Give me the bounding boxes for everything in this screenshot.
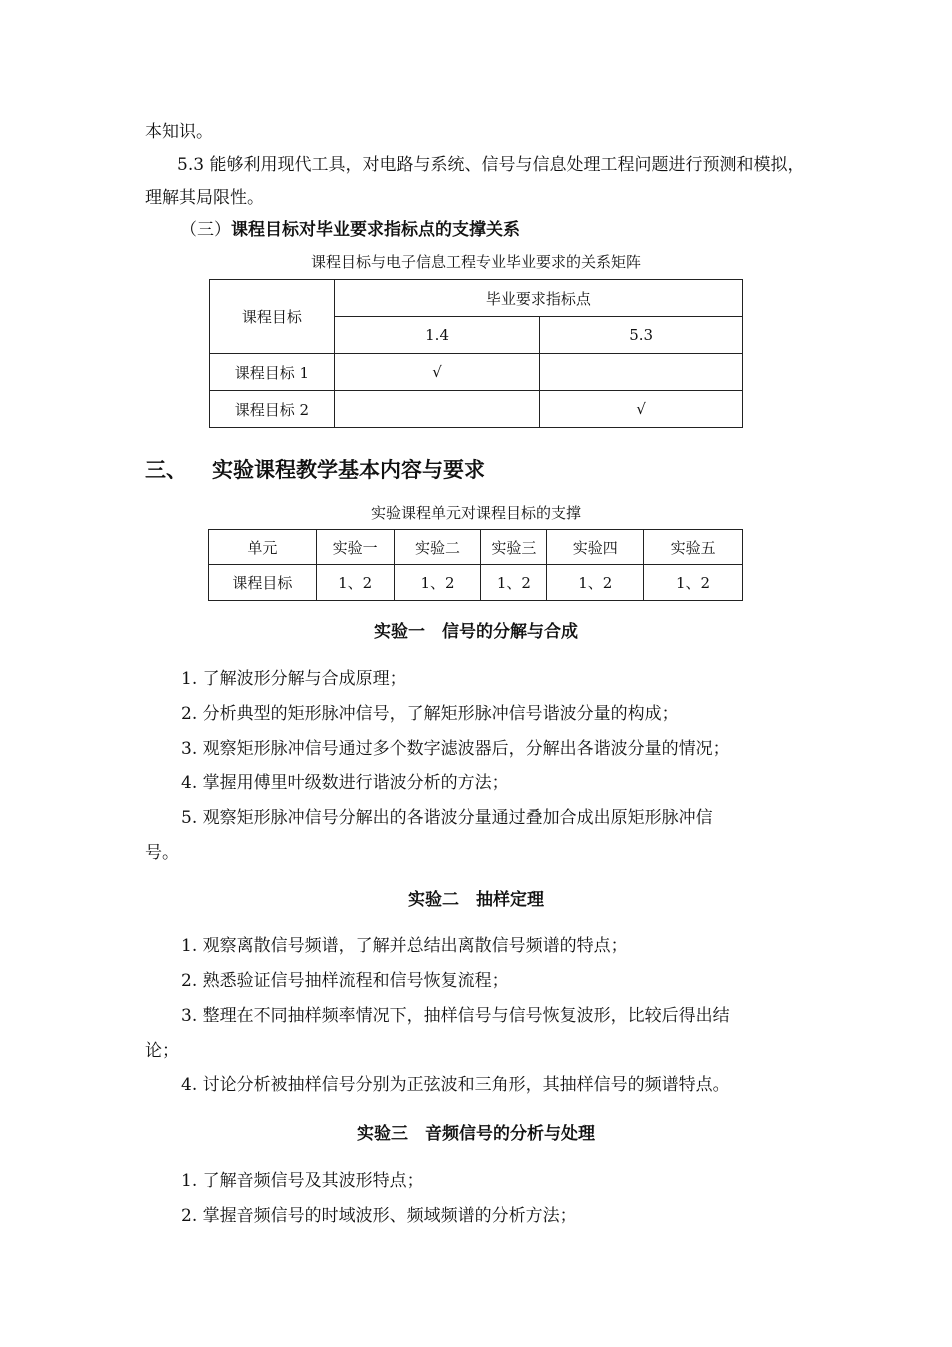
experiment-1-item: 2. 分析典型的矩形脉冲信号，了解矩形脉冲信号谐波分量的构成； [181,704,679,724]
intro-line: 本知识。 [145,122,213,142]
units-cell: 1、2 [644,565,743,601]
subsection-prefix: （三） [180,220,231,240]
matrix-cell [540,354,743,391]
experiment-2-item: 1. 观察离散信号频谱，了解并总结出离散信号频谱的特点； [181,936,628,956]
units-header-cell: 实验一 [316,530,394,565]
experiment-3-title: 实验三 音频信号的分析与处理 [357,1124,595,1144]
matrix-subheader-5-3: 5.3 [540,317,743,354]
subsection-heading [180,219,520,241]
unit-support-table [208,529,743,601]
experiment-1-item: 4. 掌握用傅里叶级数进行谐波分析的方法； [181,773,509,793]
subsection-title: 课程目标对毕业要求指标点的支撑关系 [231,220,520,240]
matrix-cell: √ [540,391,743,428]
section-number: 三、 [145,458,187,482]
matrix-caption: 课程目标与电子信息工程专业毕业要求的关系矩阵 [310,253,641,271]
units-cell: 1、2 [316,565,394,601]
units-cell: 1、2 [394,565,481,601]
experiment-1-item: 5. 观察矩形脉冲信号分解出的各谐波分量通过叠加合成出原矩形脉冲信 [181,808,713,828]
section-title: 实验课程教学基本内容与要求 [212,458,485,482]
experiment-2-title: 实验二 抽样定理 [408,890,544,910]
units-header-cell: 实验二 [394,530,481,565]
matrix-header-goal: 课程目标 [210,280,335,354]
experiment-3-item: 2. 掌握音频信号的时域波形、频域频谱的分析方法； [181,1206,577,1226]
units-header-cell: 实验四 [547,530,644,565]
experiment-2-item: 4. 讨论分析被抽样信号分别为正弦波和三角形，其抽样信号的频谱特点。 [181,1075,730,1095]
units-cell: 1、2 [481,565,547,601]
matrix-row-label: 课程目标 2 [210,391,335,428]
point-5-3-text: 5.3 能够利用现代工具，对电路与系统、信号与信息处理工程问题进行预测和模拟， [177,155,805,175]
experiment-2-item: 2. 熟悉验证信号抽样流程和信号恢复流程； [181,971,509,991]
units-cell: 1、2 [547,565,644,601]
experiment-1-item-continuation: 号。 [145,843,179,863]
experiment-3-item: 1. 了解音频信号及其波形特点； [181,1171,424,1191]
units-header-cell: 单元 [209,530,317,565]
units-header-cell: 实验五 [644,530,743,565]
goal-requirement-matrix [209,279,743,428]
matrix-subheader-1-4: 1.4 [334,317,540,354]
units-header-cell: 实验三 [481,530,547,565]
point-5-3-continuation: 理解其局限性。 [145,188,264,208]
experiment-1-item: 1. 了解波形分解与合成原理； [181,669,407,689]
experiment-1-title: 实验一 信号的分解与合成 [374,622,578,642]
experiment-1-item: 3. 观察矩形脉冲信号通过多个数字滤波器后，分解出各谐波分量的情况； [181,739,730,759]
matrix-cell [334,391,540,428]
experiment-2-item-continuation: 论； [145,1041,179,1061]
units-row-label: 课程目标 [209,565,317,601]
matrix-row-label: 课程目标 1 [210,354,335,391]
matrix-header-requirement: 毕业要求指标点 [334,280,742,317]
units-caption: 实验课程单元对课程目标的支撑 [370,504,581,522]
matrix-cell: √ [334,354,540,391]
experiment-2-item: 3. 整理在不同抽样频率情况下，抽样信号与信号恢复波形，比较后得出结 [181,1006,730,1026]
